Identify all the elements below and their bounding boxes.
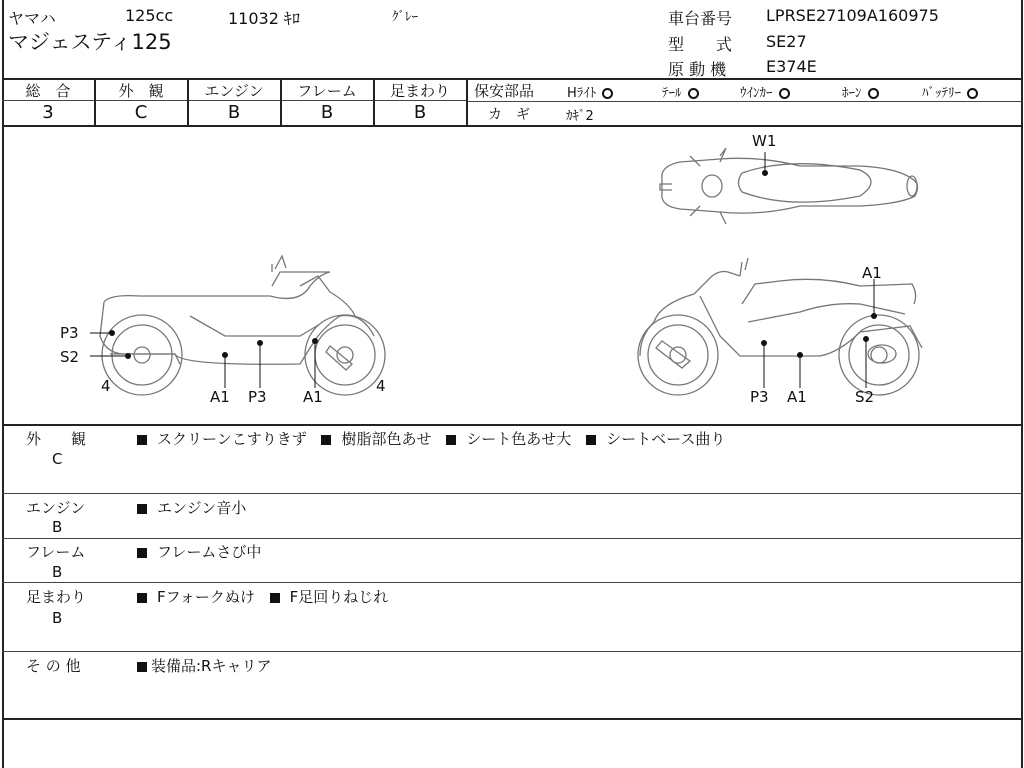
frame-number: LPRSE27109A160975 bbox=[766, 6, 939, 25]
remark-item: シート色あせ大 bbox=[466, 430, 572, 448]
remark-item: 装備品:Rキャリア bbox=[151, 657, 272, 675]
label-left-bottom-a1b: A1 bbox=[303, 388, 323, 406]
remark-exterior-grade: C bbox=[52, 450, 63, 468]
key-label: カ ギ bbox=[488, 107, 530, 123]
headlight-ok-mark bbox=[602, 88, 613, 99]
safety-tail bbox=[662, 82, 699, 101]
type-label: 型 式 bbox=[668, 35, 733, 54]
type-value: SE27 bbox=[766, 32, 807, 51]
remark-engine-items bbox=[137, 497, 246, 518]
safety-winker-label: ｳｲﾝｶｰ bbox=[740, 86, 773, 101]
label-left-bottom-a1a: A1 bbox=[210, 388, 230, 406]
suspension-grade: B bbox=[413, 102, 427, 123]
safety-battery bbox=[922, 82, 978, 101]
model-name: マジェスティ125 bbox=[8, 30, 172, 54]
grade-divider-5 bbox=[466, 78, 468, 125]
damage-markers bbox=[90, 152, 877, 388]
winker-ok-mark bbox=[779, 88, 790, 99]
remarks-divider-3 bbox=[2, 582, 1022, 583]
engine-model: E374E bbox=[766, 57, 817, 76]
battery-ok-mark bbox=[967, 88, 978, 99]
label-top-w1: W1 bbox=[752, 132, 777, 150]
exterior-grade-label: 外 観 bbox=[118, 82, 164, 100]
remarks-bottom-line bbox=[2, 718, 1022, 720]
bullet-square-icon bbox=[137, 593, 147, 603]
bullet-square-icon bbox=[137, 504, 147, 514]
remark-engine-grade: B bbox=[52, 518, 63, 536]
safety-battery-label: ﾊﾞｯﾃﾘｰ bbox=[922, 86, 961, 101]
safety-winker bbox=[740, 82, 790, 101]
label-right-a1-top: A1 bbox=[862, 264, 882, 282]
engine-grade-label: エンジン bbox=[204, 82, 264, 100]
remark-item: エンジン音小 bbox=[157, 499, 247, 517]
remark-exterior-title: 外 観 bbox=[26, 430, 87, 448]
remark-item: シートベース曲り bbox=[606, 430, 726, 448]
maker-name: ヤマハ bbox=[8, 9, 56, 28]
suspension-grade-label: 足まわり bbox=[389, 82, 450, 100]
bullet-square-icon bbox=[586, 435, 596, 445]
remarks-divider-4 bbox=[2, 651, 1022, 652]
safety-horn bbox=[842, 82, 879, 101]
remark-engine-title: エンジン bbox=[26, 499, 86, 517]
safety-headlight bbox=[567, 82, 613, 101]
label-left-4b: 4 bbox=[376, 377, 386, 395]
damage-diagram bbox=[0, 126, 1024, 424]
label-left-bottom-p3: P3 bbox=[248, 388, 267, 406]
remark-item: スクリーンこすりきず bbox=[157, 430, 307, 448]
top-view-scooter bbox=[660, 148, 918, 224]
remark-item: フレームさび中 bbox=[157, 543, 262, 561]
remark-frame-grade: B bbox=[52, 563, 63, 581]
label-left-p3: P3 bbox=[60, 324, 79, 342]
bullet-square-icon bbox=[270, 593, 280, 603]
label-left-s2: S2 bbox=[60, 348, 80, 366]
remark-exterior-items bbox=[137, 428, 725, 449]
total-grade: 3 bbox=[42, 102, 54, 123]
bullet-square-icon bbox=[137, 662, 147, 672]
bullet-square-icon bbox=[446, 435, 456, 445]
frame-grade: B bbox=[320, 102, 334, 123]
safety-parts-label: 保安部品 bbox=[474, 82, 535, 100]
safety-horn-label: ﾎｰﾝ bbox=[842, 86, 862, 101]
remark-other-title: そ の 他 bbox=[26, 657, 81, 675]
engine-grade: B bbox=[227, 102, 241, 123]
remarks-divider-2 bbox=[2, 538, 1022, 539]
label-right-bottom-a1: A1 bbox=[787, 388, 807, 406]
frame-number-label: 車台番号 bbox=[668, 9, 733, 28]
mileage: 11032 ｷﾛ bbox=[228, 9, 300, 28]
remark-item: 樹脂部色あせ bbox=[341, 430, 432, 448]
label-right-bottom-p3: P3 bbox=[750, 388, 769, 406]
remark-suspension-items bbox=[137, 586, 388, 607]
bullet-square-icon bbox=[321, 435, 331, 445]
remark-item: F足回りねじれ bbox=[289, 588, 389, 606]
remark-other-items bbox=[137, 655, 271, 676]
safety-tail-label: ﾃｰﾙ bbox=[662, 86, 682, 101]
remark-suspension-grade: B bbox=[52, 609, 63, 627]
total-grade-label: 総 合 bbox=[25, 82, 71, 100]
remark-item: Fフォークぬけ bbox=[157, 588, 255, 606]
remark-suspension-title: 足まわり bbox=[26, 588, 87, 606]
safety-row-mid-line bbox=[467, 101, 1022, 102]
label-left-4a: 4 bbox=[101, 377, 111, 395]
frame-grade-label: フレーム bbox=[297, 82, 357, 100]
diagram-bottom-line bbox=[2, 424, 1022, 426]
left-view-scooter bbox=[100, 256, 385, 395]
displacement: 125cc bbox=[125, 6, 174, 25]
horn-ok-mark bbox=[868, 88, 879, 99]
remark-frame-items bbox=[137, 541, 261, 562]
tail-ok-mark bbox=[688, 88, 699, 99]
remarks-divider-1 bbox=[2, 493, 1022, 494]
label-right-bottom-s2: S2 bbox=[855, 388, 875, 406]
bullet-square-icon bbox=[137, 435, 147, 445]
bullet-square-icon bbox=[137, 548, 147, 558]
key-value: ｶｷﾞ2 bbox=[566, 109, 594, 124]
body-color: ｸﾞﾚｰ bbox=[392, 10, 418, 25]
remark-frame-title: フレーム bbox=[26, 543, 86, 561]
safety-headlight-label: Hﾗｲﾄ bbox=[567, 86, 597, 101]
engine-model-label: 原 動 機 bbox=[668, 60, 727, 79]
exterior-grade: C bbox=[134, 102, 148, 123]
